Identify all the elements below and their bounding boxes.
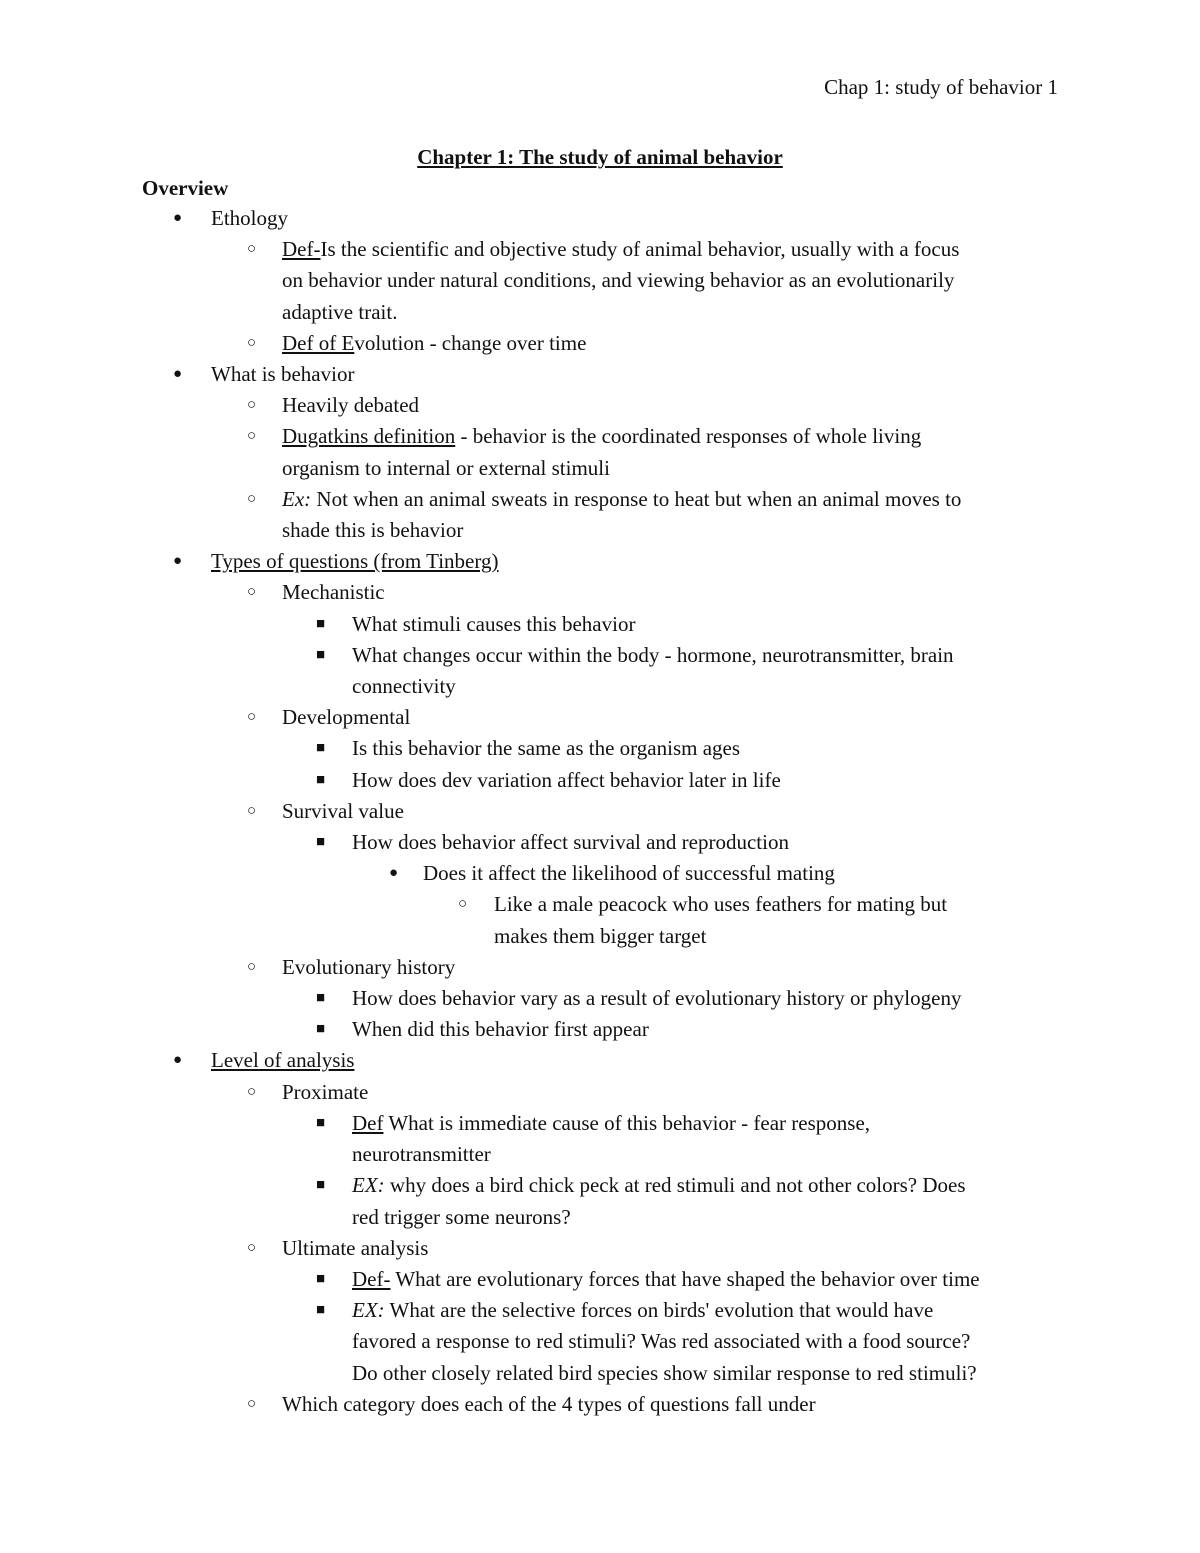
disc-bullet-icon: ● xyxy=(173,366,183,383)
list-item-continuation: neurotransmitter xyxy=(352,1142,491,1167)
list-item: ■ How does behavior vary as a result of evolutionary history or phylogeny xyxy=(0,983,1200,1014)
list-item: ○ Evolutionary history xyxy=(0,952,1200,983)
circle-bullet-icon: ○ xyxy=(247,709,257,726)
square-bullet-icon: ■ xyxy=(316,990,326,1007)
square-bullet-icon: ■ xyxy=(316,771,326,788)
def-label: Def xyxy=(352,1110,384,1135)
list-item-continuation: on behavior under natural conditions, and viewing behavior as an evolutionarily xyxy=(282,268,955,293)
circle-bullet-icon: ○ xyxy=(247,1083,257,1100)
list-item-continuation: connectivity xyxy=(352,674,456,699)
list-item-continuation: red trigger some neurons? xyxy=(352,1204,571,1229)
list-item: ● Level of analysis xyxy=(0,1045,1200,1076)
list-item: ■ EX: What are the selective forces on birds' evolution that would have xyxy=(0,1295,1200,1326)
list-item: ● What is behavior xyxy=(0,359,1200,390)
circle-bullet-icon: ○ xyxy=(247,958,257,975)
list-item: ■ What changes occur within the body - hormone, neurotransmitter, brain xyxy=(0,640,1200,671)
list-item-continuation: makes them bigger target xyxy=(494,923,707,948)
list-item: ● Types of questions (from Tinberg) xyxy=(0,546,1200,577)
example-label: Ex: xyxy=(282,486,312,511)
square-bullet-icon: ■ xyxy=(316,740,326,757)
list-item: ○ Survival value xyxy=(0,796,1200,827)
circle-bullet-icon: ○ xyxy=(247,334,257,351)
list-item: ■ Def- What are evolutionary forces that have shaped the behavior over time xyxy=(0,1264,1200,1295)
example-label: EX: xyxy=(352,1298,385,1323)
square-bullet-icon: ■ xyxy=(316,615,326,632)
list-item-continuation: organism to internal or external stimuli xyxy=(282,455,610,480)
square-bullet-icon: ■ xyxy=(316,646,326,663)
list-item-continuation: favored a response to red stimuli? Was red associated with a food source? xyxy=(352,1329,971,1354)
list-item: ○ Proximate xyxy=(0,1077,1200,1108)
square-bullet-icon: ■ xyxy=(316,1177,326,1194)
list-item: ○ Heavily debated xyxy=(0,390,1200,421)
circle-bullet-icon: ○ xyxy=(247,397,257,414)
list-item: ○ Ultimate analysis xyxy=(0,1233,1200,1264)
list-item: ■ Def What is immediate cause of this behavior - fear response, xyxy=(0,1108,1200,1139)
section-heading-overview: Overview xyxy=(142,176,229,200)
list-item-continuation: shade this is behavior xyxy=(282,518,464,543)
circle-bullet-icon: ○ xyxy=(247,241,257,258)
circle-bullet-icon: ○ xyxy=(247,1395,257,1412)
def-label: Def- xyxy=(282,237,321,262)
circle-bullet-icon: ○ xyxy=(247,490,257,507)
page-header: Chap 1: study of behavior 1 xyxy=(824,75,1058,99)
circle-bullet-icon: ○ xyxy=(247,1239,257,1256)
square-bullet-icon: ■ xyxy=(316,1270,326,1287)
circle-bullet-icon: ○ xyxy=(458,896,468,913)
square-bullet-icon: ■ xyxy=(316,1021,326,1038)
page-title: Chapter 1: The study of animal behavior xyxy=(417,145,783,169)
list-item: ○ Mechanistic xyxy=(0,577,1200,608)
list-item: ○ Like a male peacock who uses feathers for mating but xyxy=(0,889,1200,920)
dugatkin-label: Dugatkins definition xyxy=(282,424,456,449)
disc-bullet-icon: ● xyxy=(173,553,183,570)
list-item: ○ Developmental xyxy=(0,702,1200,733)
disc-bullet-icon: ● xyxy=(173,1052,183,1069)
list-item: ○ Dugatkins definition - behavior is the coordinated responses of whole living xyxy=(0,421,1200,452)
list-item: ○ Ex: Not when an animal sweats in response to heat but when an animal moves to xyxy=(0,484,1200,515)
square-bullet-icon: ■ xyxy=(316,1114,326,1131)
list-item: ○ Def-Is the scientific and objective study of animal behavior, usually with a focus xyxy=(0,234,1200,265)
square-bullet-icon: ■ xyxy=(316,834,326,851)
circle-bullet-icon: ○ xyxy=(247,428,257,445)
def-of-evolution-label: Def of E xyxy=(282,330,355,355)
disc-bullet-icon: ● xyxy=(173,210,183,226)
list-item-continuation: Do other closely related bird species show similar response to red stimuli? xyxy=(352,1360,977,1385)
list-item: ○ Which category does each of the 4 types of questions fall under xyxy=(0,1389,1200,1420)
list-item: ○ Def of Evolution - change over time xyxy=(0,328,1200,359)
example-label: EX: xyxy=(352,1173,385,1198)
list-item: ● Does it affect the likelihood of successful mating xyxy=(0,858,1200,889)
list-item-continuation: adaptive trait. xyxy=(282,299,398,324)
list-item: ● Ethology xyxy=(0,203,1200,234)
def-label: Def- xyxy=(352,1266,391,1291)
list-item: ■ What stimuli causes this behavior xyxy=(0,609,1200,640)
notes-outline xyxy=(0,203,1200,1420)
list-item: ■ EX: why does a bird chick peck at red stimuli and not other colors? Does xyxy=(0,1170,1200,1201)
list-item: ■ How does dev variation affect behavior later in life xyxy=(0,765,1200,796)
circle-bullet-icon: ○ xyxy=(247,584,257,601)
disc-bullet-icon: ● xyxy=(389,865,399,882)
square-bullet-icon: ■ xyxy=(316,1302,326,1319)
list-item: ■ When did this behavior first appear xyxy=(0,1014,1200,1045)
circle-bullet-icon: ○ xyxy=(247,802,257,819)
list-item: ■ Is this behavior the same as the organism ages xyxy=(0,733,1200,764)
list-item: ■ How does behavior affect survival and reproduction xyxy=(0,827,1200,858)
